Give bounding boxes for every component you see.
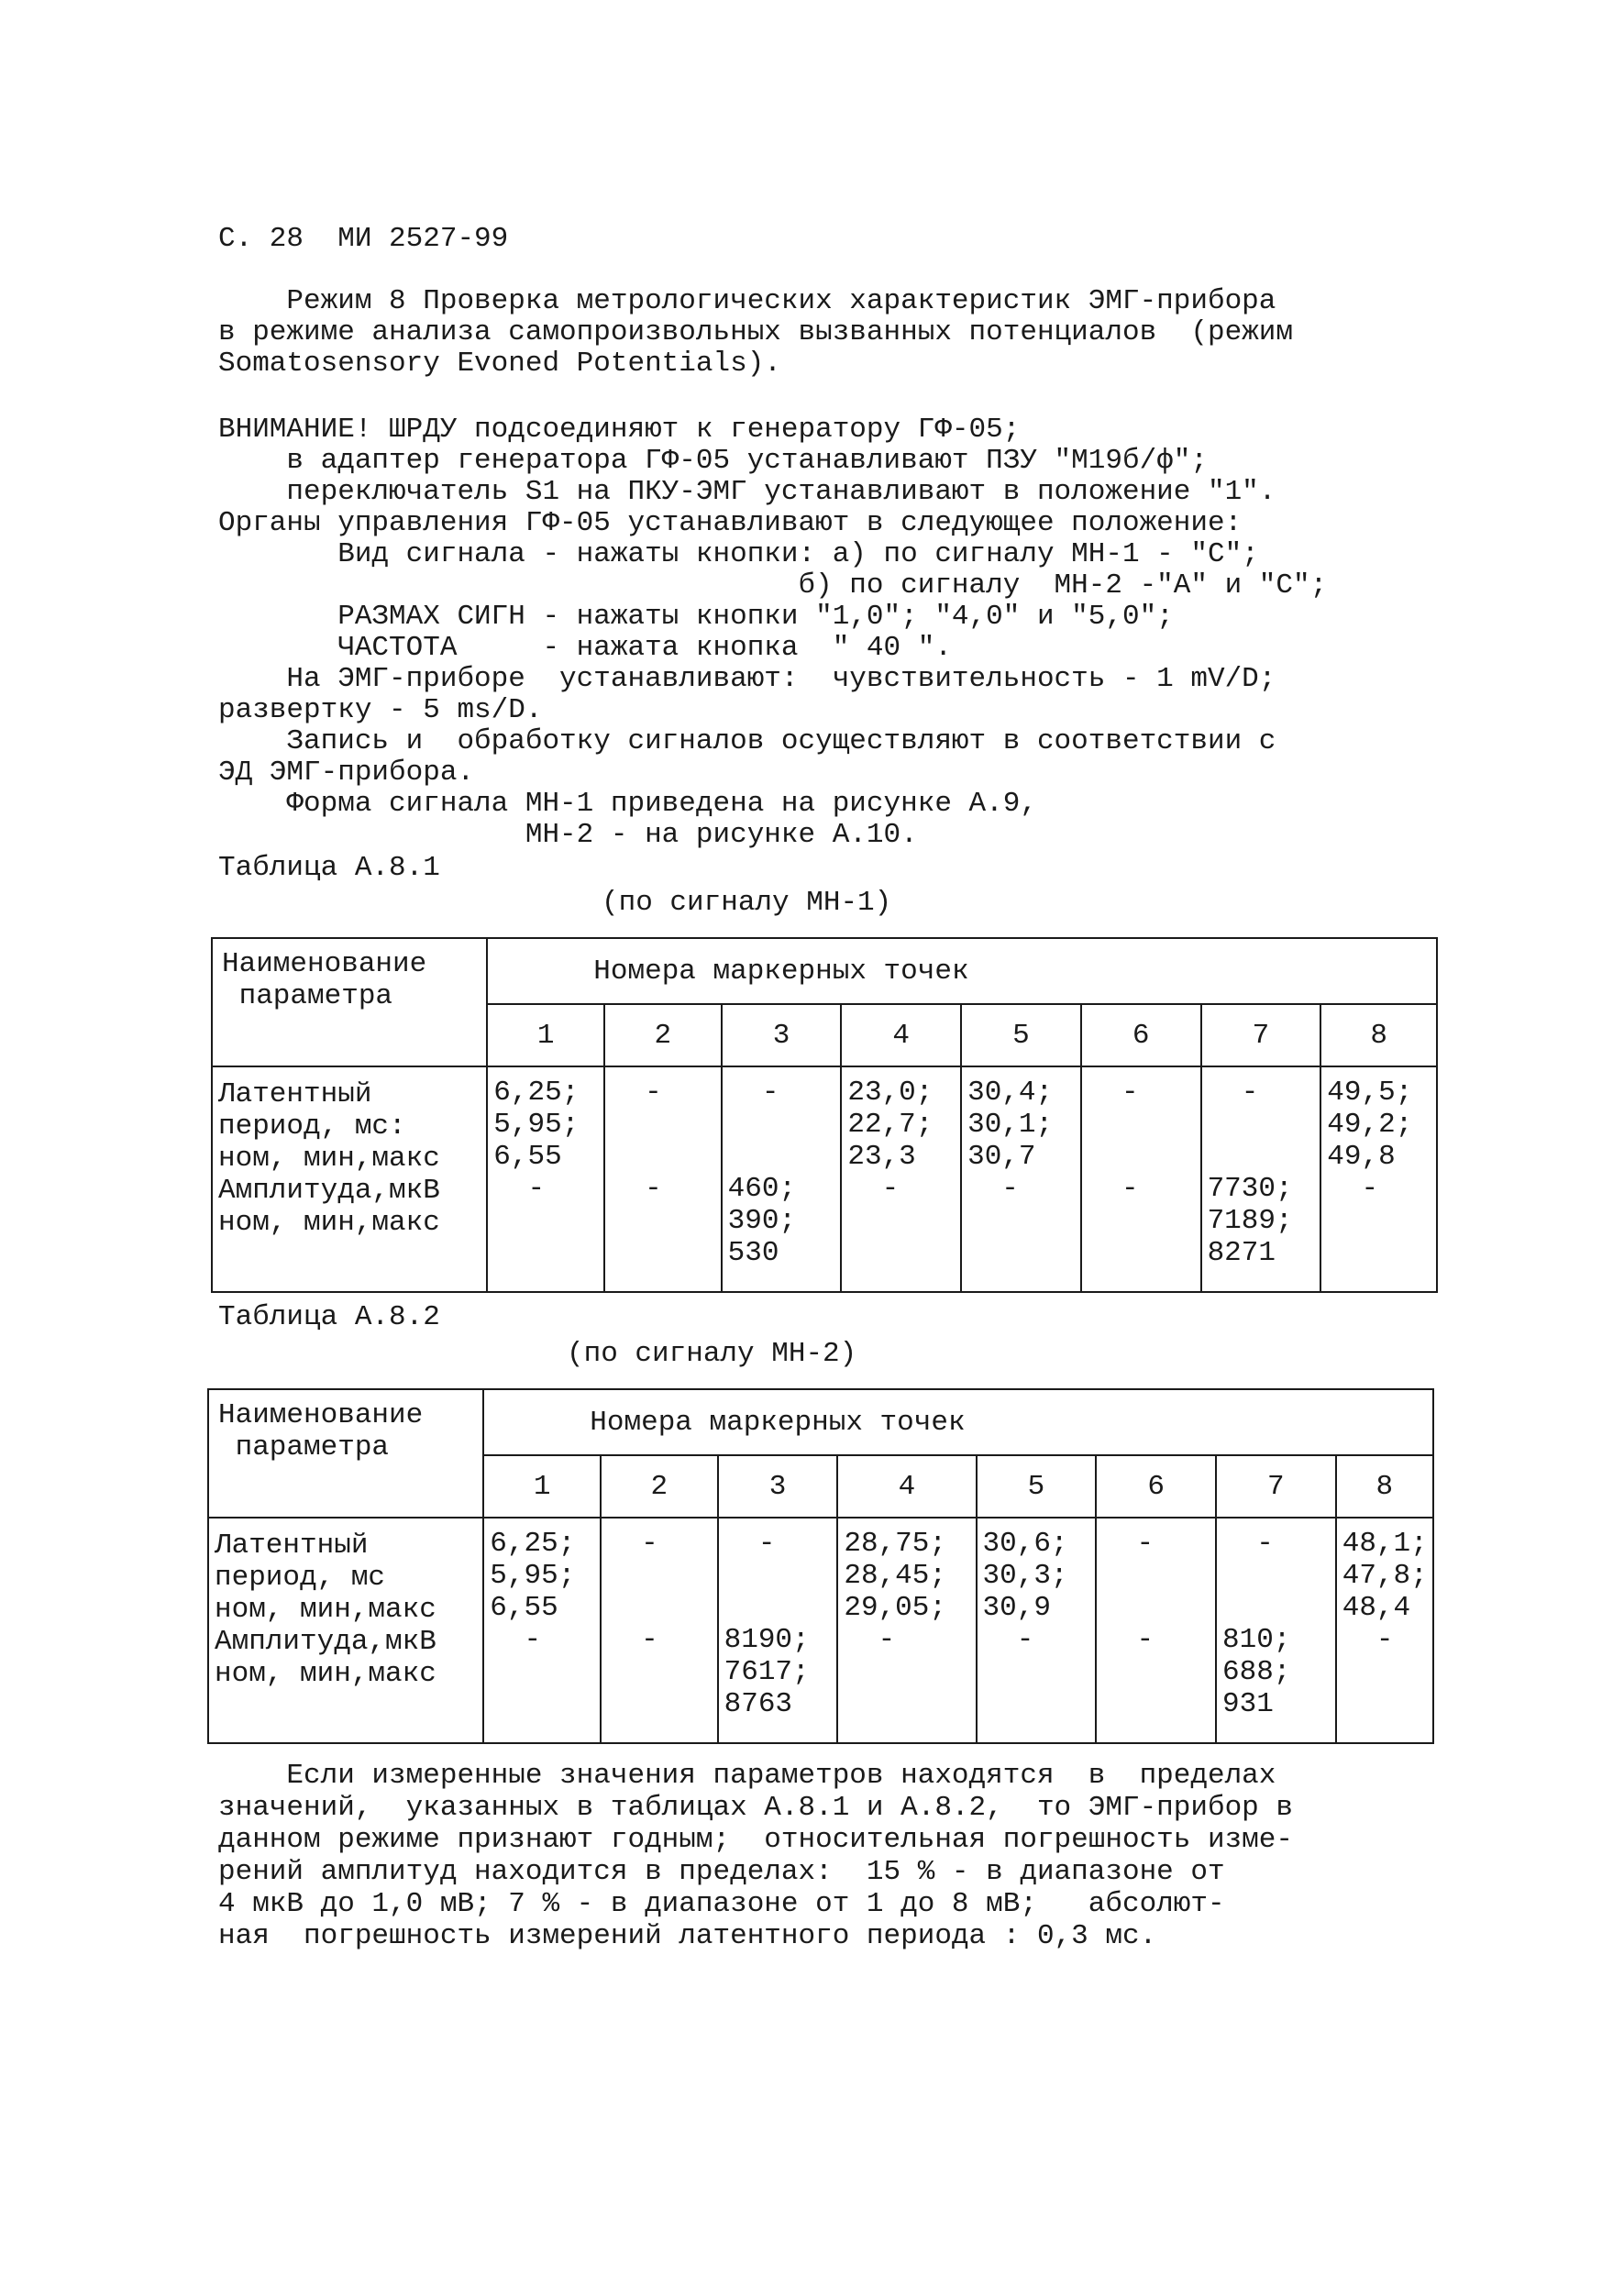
text-line: Запись и обработку сигналов осуществляют в соответствии с [218, 725, 1276, 757]
table-cell: - 460; 390; 530 [722, 1066, 842, 1292]
text-line: ЧАСТОТА - нажата кнопка " 40 ". [218, 632, 952, 664]
column-header: 5 [961, 1004, 1081, 1066]
column-header: 1 [483, 1455, 601, 1518]
table-cell: - - [1096, 1518, 1216, 1743]
column-header: 2 [604, 1004, 722, 1066]
column-header: 8 [1320, 1004, 1437, 1066]
column-header: 7 [1201, 1004, 1321, 1066]
column-header: 1 [487, 1004, 604, 1066]
text-line: в режиме анализа самопроизвольных вызванных потенциалов (режим [218, 316, 1293, 348]
column-header: 3 [718, 1455, 838, 1518]
table-cell: 6,25; 5,95; 6,55 - [483, 1518, 601, 1743]
text-line: МН-2 - на рисунке А.10. [218, 819, 918, 851]
table-cell: - 810; 688; 931 [1216, 1518, 1336, 1743]
table-caption: Таблица А.8.1 [218, 852, 440, 884]
page-header: С. 28 МИ 2527-99 [218, 223, 509, 255]
column-header: 4 [841, 1004, 961, 1066]
column-header: 7 [1216, 1455, 1336, 1518]
text-line: Вид сигнала - нажаты кнопки: а) по сигналу МН-1 - "С"; [218, 538, 1259, 570]
table-caption: Таблица А.8.2 [218, 1301, 440, 1333]
table-cell: 48,1; 47,8; 48,4 - [1336, 1518, 1433, 1743]
column-header: 4 [837, 1455, 976, 1518]
table-cell: 6,25; 5,95; 6,55 - [487, 1066, 604, 1292]
table-cell: - 8190; 7617; 8763 [718, 1518, 838, 1743]
column-header: 6 [1081, 1004, 1201, 1066]
text-line: рений амплитуд находится в пределах: 15 % - в диапазоне от [218, 1856, 1225, 1888]
table-cell: - - [1081, 1066, 1201, 1292]
text-line: Режим 8 Проверка метрологических характеристик ЭМГ-прибора [218, 285, 1276, 317]
table-cell: - - [601, 1518, 718, 1743]
text-line: Форма сигнала МН-1 приведена на рисунке А.9, [218, 788, 1037, 820]
text-line: 4 мкВ до 1,0 мВ; 7 % - в диапазоне от 1 до 8 мВ; абсолют- [218, 1888, 1225, 1920]
column-header: 2 [601, 1455, 718, 1518]
row-label: Латентный период, мс ном, мин,макс Амплитуда,мкВ ном, мин,макс [208, 1518, 483, 1743]
marker-points-header: Номера маркерных точек [483, 1389, 1433, 1455]
text-line: в адаптер генератора ГФ-05 устанавливают ПЗУ "М19б/ф"; [218, 445, 1208, 477]
table-cell: 28,75; 28,45; 29,05; - [837, 1518, 976, 1743]
text-line: РАЗМАХ СИГН - нажаты кнопки "1,0"; "4,0" и "5,0"; [218, 601, 1174, 633]
table-cell: 30,4; 30,1; 30,7 - [961, 1066, 1081, 1292]
table-cell: - - [604, 1066, 722, 1292]
text-line: б) по сигналу МН-2 -"А" и "С"; [218, 569, 1328, 602]
text-line: Если измеренные значения параметров находятся в пределах [218, 1760, 1276, 1792]
table-cell: - 7730; 7189; 8271 [1201, 1066, 1321, 1292]
text-line: переключатель S1 на ПКУ-ЭМГ устанавливают в положение "1". [218, 476, 1276, 508]
text-line: ЭД ЭМГ-прибора. [218, 756, 475, 789]
marker-points-header: Номера маркерных точек [487, 938, 1437, 1004]
table-cell: 23,0; 22,7; 23,3 - [841, 1066, 961, 1292]
text-line: Органы управления ГФ-05 устанавливают в следующее положение: [218, 507, 1243, 539]
text-line: Somatosensory Evoned Potentials). [218, 348, 781, 380]
column-header: 8 [1336, 1455, 1433, 1518]
table-cell: 49,5; 49,2; 49,8 - [1320, 1066, 1437, 1292]
row-label: Латентный период, мс: ном, мин,макс Амплитуда,мкВ ном, мин,макс [212, 1066, 487, 1292]
param-name-header: Наименование параметра [208, 1389, 483, 1518]
column-header: 5 [977, 1455, 1097, 1518]
text-line: развертку - 5 ms/D. [218, 694, 543, 726]
text-line: данном режиме признают годным; относительная погрешность изме- [218, 1824, 1293, 1856]
text-line: На ЭМГ-приборе устанавливают: чувствительность - 1 mV/D; [218, 663, 1276, 695]
text-line: ная погрешность измерений латентного периода : 0,3 мс. [218, 1920, 1157, 1952]
data-table-a81 [211, 937, 1438, 1293]
text-line: ВНИМАНИЕ! ШРДУ подсоединяют к генератору ГФ-05; [218, 414, 1021, 446]
table-subtitle: (по сигналу МН-2) [567, 1338, 857, 1370]
column-header: 6 [1096, 1455, 1216, 1518]
column-header: 3 [722, 1004, 842, 1066]
text-line: значений, указанных в таблицах А.8.1 и А.8.2, то ЭМГ-прибор в [218, 1792, 1293, 1824]
param-name-header: Наименование параметра [212, 938, 487, 1066]
table-subtitle: (по сигналу МН-1) [602, 887, 892, 919]
data-table-a82 [207, 1388, 1434, 1744]
table-cell: 30,6; 30,3; 30,9 - [977, 1518, 1097, 1743]
